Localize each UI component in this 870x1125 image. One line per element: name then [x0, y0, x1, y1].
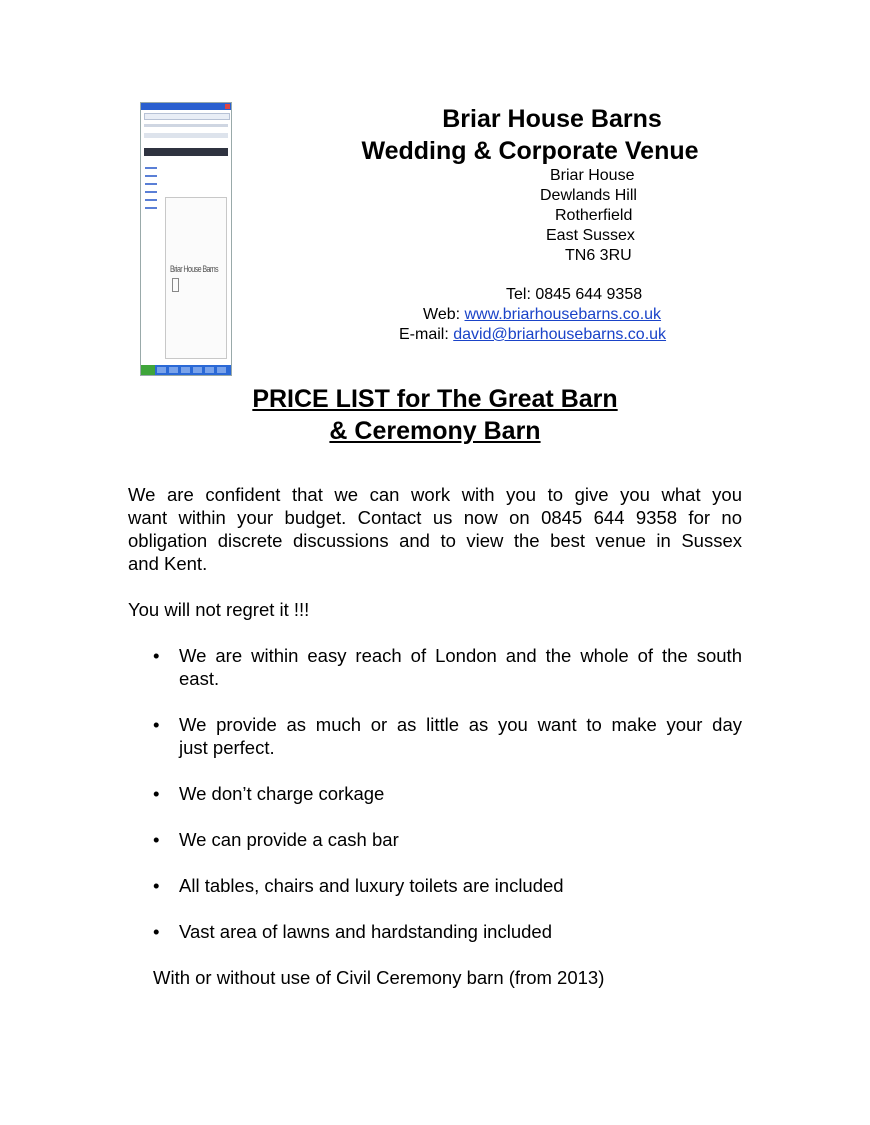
email-link[interactable]: david@briarhousebarns.co.uk [453, 326, 667, 343]
thumb-logo-text: Briar House Barns [170, 264, 218, 274]
intro-line-4: and Kent. [128, 553, 208, 574]
intro-line-1: We are confident that we can work with you to give you what you [128, 484, 742, 505]
bullet-6: Vast area of lawns and hardstanding included [179, 921, 552, 942]
bullet-symbol: • [153, 714, 160, 735]
thumb-content-frame [165, 197, 227, 359]
ceremony-barn-note: With or without use of Civil Ceremony barn (from 2013) [153, 967, 605, 988]
bullet-3: We don’t charge corkage [179, 783, 385, 804]
address-line-5: TN6 3RU [565, 247, 632, 264]
intro-line-3: obligation discrete discussions and to view the best venue in Sussex [128, 530, 742, 551]
address-line-2: Dewlands Hill [540, 187, 637, 204]
bullet-2-line-2: just perfect. [179, 737, 275, 758]
thumb-taskbar [141, 365, 231, 375]
telephone: Tel: 0845 644 9358 [506, 286, 643, 303]
website-line [423, 305, 661, 325]
bullet-symbol: • [153, 829, 160, 850]
bullet-5: All tables, chairs and luxury toilets are included [179, 875, 564, 896]
address-line-1: Briar House [550, 167, 635, 184]
thumb-site-banner [144, 148, 228, 156]
website-link[interactable]: www.briarhousebarns.co.uk [464, 306, 662, 323]
bullet-symbol: • [153, 645, 160, 666]
thumb-toolbar-2 [144, 133, 228, 138]
bullet-2-line-1: We provide as much or as little as you want to make your day [179, 714, 742, 735]
web-label: Web: [423, 306, 465, 323]
intro-line-2: want within your budget. Contact us now on 0845 644 9358 for no [128, 507, 742, 528]
email-label: E-mail: [399, 326, 454, 343]
thumb-titlebar [141, 103, 231, 110]
address-line-3: Rotherfield [555, 207, 633, 224]
venue-subtitle: Wedding & Corporate Venue [361, 137, 699, 165]
address-line-4: East Sussex [546, 227, 635, 244]
thumb-start-button [141, 365, 155, 375]
bullet-4: We can provide a cash bar [179, 829, 399, 850]
bullet-1-line-1: We are within easy reach of London and the whole of the south [179, 645, 742, 666]
bullet-symbol: • [153, 921, 160, 942]
thumb-mark [172, 278, 179, 292]
bullet-symbol: • [153, 875, 160, 896]
bullet-1-line-2: east. [179, 668, 220, 689]
thumb-address-bar [144, 113, 230, 120]
email-line [399, 325, 666, 345]
venue-title: Briar House Barns [442, 105, 662, 133]
bullet-symbol: • [153, 783, 160, 804]
website-screenshot-thumbnail [140, 102, 232, 376]
regret-line: You will not regret it !!! [128, 599, 310, 620]
thumb-nav [144, 161, 160, 361]
thumb-toolbar [144, 124, 228, 127]
price-list-heading-line-2: & Ceremony Barn [329, 417, 541, 445]
price-list-heading-line-1: PRICE LIST for The Great Barn [252, 385, 618, 413]
close-icon [225, 104, 230, 109]
